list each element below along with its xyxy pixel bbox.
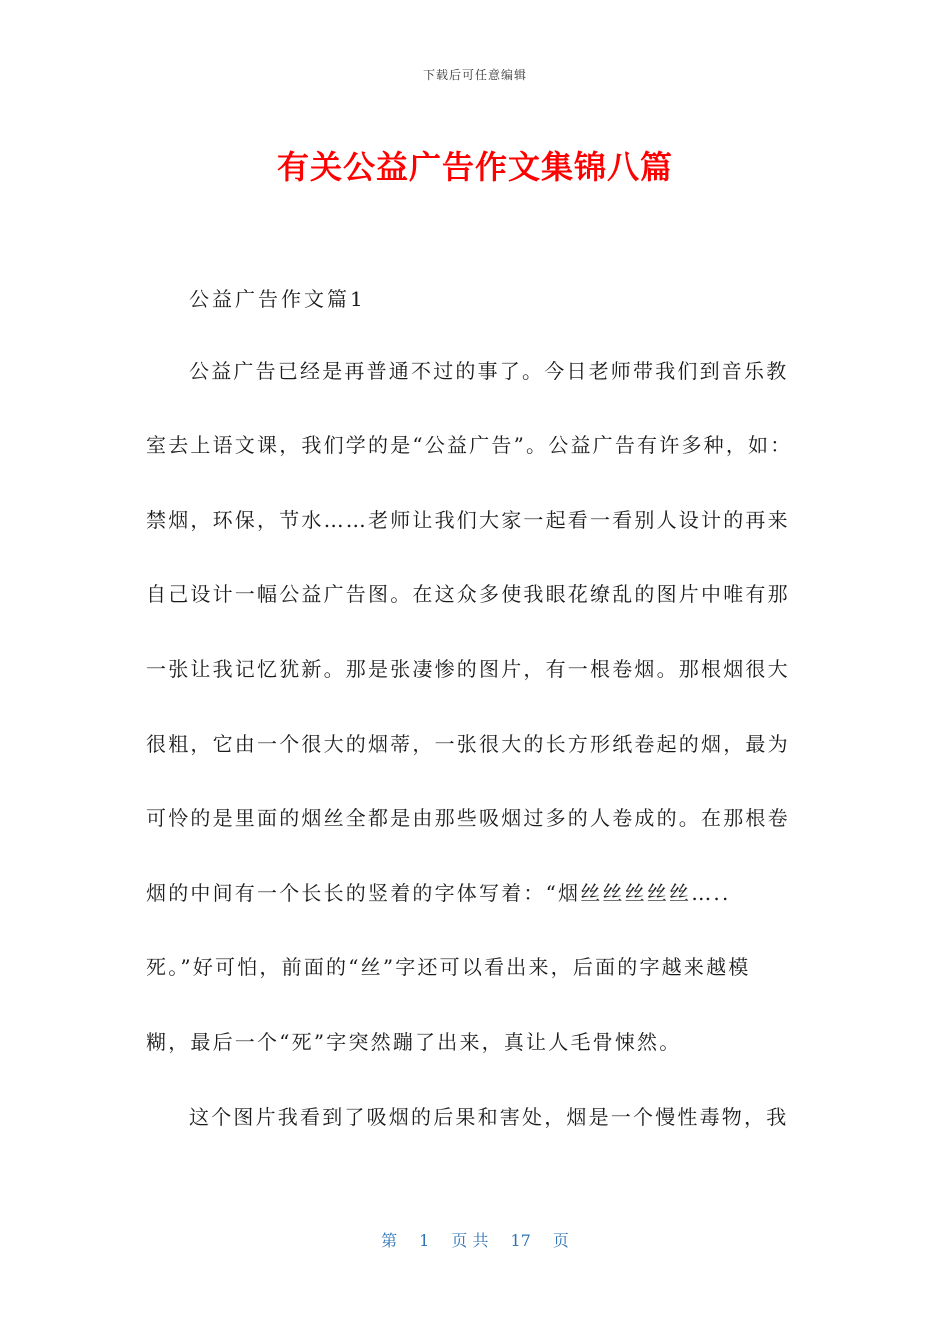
document-title: 有关公益广告作文集锦八篇 xyxy=(276,148,673,186)
footer-total-pages: 17 xyxy=(510,1231,531,1250)
footer-page-prefix: 第 xyxy=(381,1231,398,1250)
paragraph-line: 可怜的是里面的烟丝全都是由那些吸烟过多的人卷成的。在那根卷 xyxy=(146,806,790,830)
paragraph-line: 禁烟，环保，节水……老师让我们大家一起看一看别人设计的再来 xyxy=(146,508,790,532)
paragraph-line: 烟的中间有一个长长的竖着的字体写着：“烟丝丝丝丝丝….. xyxy=(146,881,731,905)
paragraph-line: 自己设计一幅公益广告图。在这众多使我眼花缭乱的图片中唯有那 xyxy=(146,582,790,606)
paragraph-line: 这个图片我看到了吸烟的后果和害处，烟是一个慢性毒物，我 xyxy=(189,1105,789,1129)
header-note: 下载后可任意编辑 xyxy=(422,68,527,82)
section-heading: 公益广告作文篇1 xyxy=(189,287,366,311)
footer-page-number: 1 xyxy=(419,1231,430,1250)
page-footer xyxy=(0,1228,950,1251)
paragraph-line: 公益广告已经是再普通不过的事了。今日老师带我们到音乐教 xyxy=(189,359,789,383)
footer-page-middle: 页 共 xyxy=(451,1231,489,1250)
paragraph-line: 一张让我记忆犹新。那是张凄惨的图片，有一根卷烟。那根烟很大 xyxy=(146,657,790,681)
paragraph-line: 死。”好可怕，前面的“丝”字还可以看出来，后面的字越来越模 xyxy=(146,955,751,979)
paragraph-line: 室去上语文课，我们学的是“公益广告”。公益广告有许多种，如： xyxy=(146,433,793,457)
paragraph-line: 糊，最后一个“死”字突然蹦了出来，真让人毛骨悚然。 xyxy=(146,1030,682,1054)
paragraph-line: 很粗，它由一个很大的烟蒂，一张很大的长方形纸卷起的烟，最为 xyxy=(146,732,790,756)
footer-page-suffix: 页 xyxy=(552,1231,569,1250)
